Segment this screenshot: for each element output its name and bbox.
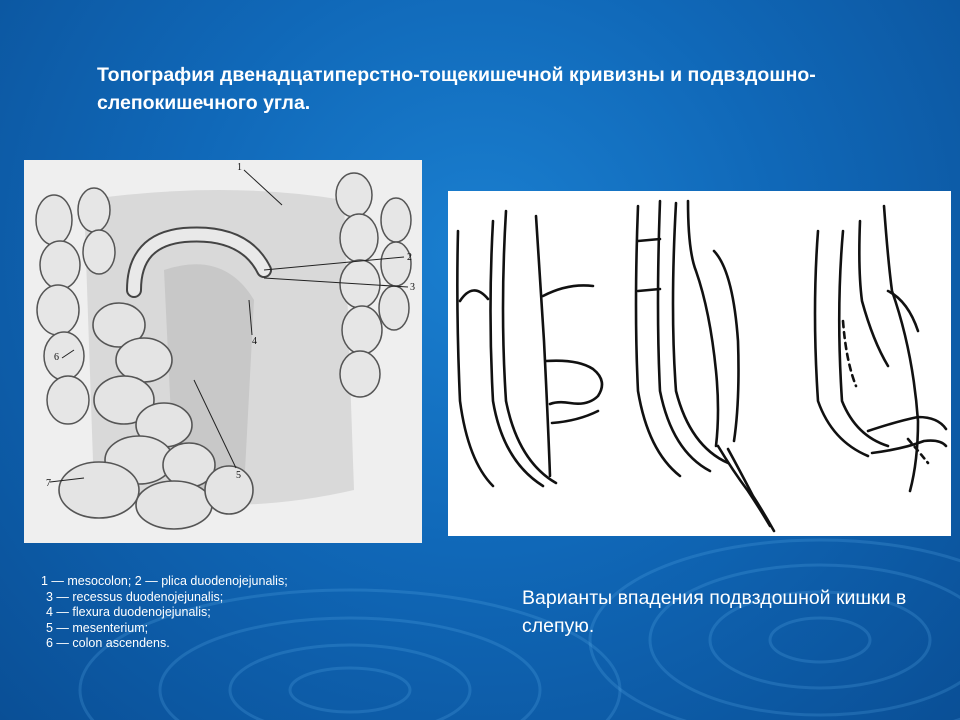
callout-5: 5 — [236, 470, 241, 481]
figure-legend — [41, 574, 401, 652]
legend-line-2: 3 — recessus duodenojejunalis; — [46, 589, 224, 604]
variants-caption: Варианты впадения подвздошной кишки в слепую. — [522, 587, 907, 637]
intestine-drawing — [24, 160, 422, 543]
legend-line-3: 4 — flexura duodenojejunalis; — [46, 605, 211, 620]
legend-line-5: 6 — colon ascendens. — [46, 636, 170, 651]
callout-4: 4 — [252, 336, 257, 347]
legend-line-1: 1 — mesocolon; 2 — plica duodenojejunalis; — [41, 574, 288, 588]
callout-7: 7 — [46, 478, 51, 489]
callout-6: 6 — [54, 352, 59, 363]
anatomy-illustration — [24, 160, 422, 543]
slide-title: Топография двенадцатиперстно-тощекишечной кривизны и подвздошно-слепокишечного угла. — [97, 64, 816, 114]
legend-line-4: 5 — mesenterium; — [46, 620, 149, 635]
callout-2: 2 — [407, 252, 412, 263]
callout-3: 3 — [410, 282, 415, 293]
callout-1: 1 — [237, 162, 242, 173]
ileocecal-variants-drawing — [448, 191, 951, 536]
